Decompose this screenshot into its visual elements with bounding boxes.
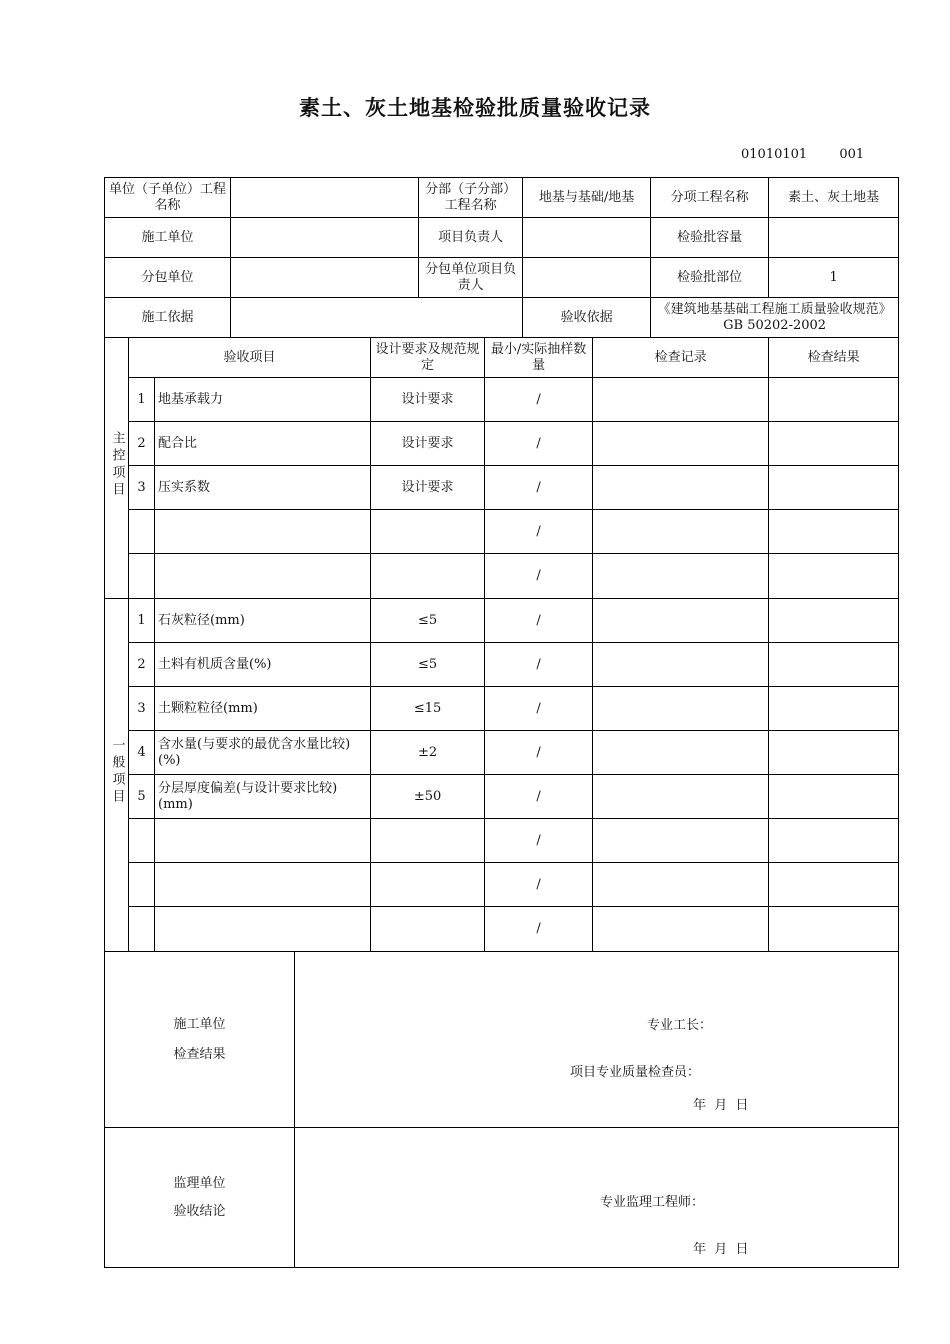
- column-record: 检查记录: [593, 338, 769, 378]
- table-row: [105, 687, 899, 731]
- row-item-name: 含水量(与要求的最优含水量比较)(%): [155, 731, 371, 775]
- batch-location-value[interactable]: 1: [769, 258, 899, 298]
- project-manager-value[interactable]: [523, 218, 651, 258]
- supervisor-check-label: [105, 1128, 295, 1268]
- table-row: [105, 731, 899, 775]
- column-result: 检查结果: [769, 338, 899, 378]
- row-result[interactable]: [769, 599, 899, 643]
- row-record[interactable]: [593, 554, 769, 599]
- batch-capacity-value[interactable]: [769, 218, 899, 258]
- row-sample[interactable]: /: [485, 863, 593, 907]
- header-row-contractor: [105, 218, 899, 258]
- row-record[interactable]: [593, 687, 769, 731]
- row-item-name: 分层厚度偏差(与设计要求比较)(mm): [155, 775, 371, 819]
- row-number: 1: [129, 599, 155, 643]
- batch-capacity-label: 检验批容量: [651, 218, 769, 258]
- row-requirement: [371, 863, 485, 907]
- supervisor-check-label-line2: 验收结论: [173, 1203, 226, 1219]
- row-number: [129, 907, 155, 952]
- sub-pm-value[interactable]: [523, 258, 651, 298]
- row-result[interactable]: [769, 554, 899, 599]
- row-record[interactable]: [593, 819, 769, 863]
- row-number: 5: [129, 775, 155, 819]
- row-sample[interactable]: /: [485, 687, 593, 731]
- supervising-engineer-label: 专业监理工程师：: [600, 1195, 705, 1210]
- row-record[interactable]: [593, 863, 769, 907]
- row-sample[interactable]: /: [485, 731, 593, 775]
- table-row: [105, 819, 899, 863]
- row-number: [129, 510, 155, 554]
- supervisor-date-label: 年 月 日: [693, 1242, 749, 1257]
- table-row: [105, 863, 899, 907]
- page-title: 素土、灰土地基检验批质量验收记录: [299, 96, 651, 120]
- row-sample[interactable]: /: [485, 819, 593, 863]
- subdivision-label: 分部（子分部）工程名称: [419, 178, 523, 218]
- row-item-name: 地基承载力: [155, 378, 371, 422]
- table-row: [105, 775, 899, 819]
- unit-value[interactable]: [231, 178, 419, 218]
- header-row-unit: [105, 178, 899, 218]
- header-row-subcontractor: [105, 258, 899, 298]
- contractor-date-label: 年 月 日: [693, 1098, 749, 1113]
- row-result[interactable]: [769, 731, 899, 775]
- row-requirement: ≤5: [371, 643, 485, 687]
- general-group-label: 一般项目: [105, 599, 129, 952]
- row-sample[interactable]: /: [485, 378, 593, 422]
- row-requirement: [371, 554, 485, 599]
- row-number: [129, 819, 155, 863]
- acceptance-form: [104, 177, 898, 1268]
- table-row: [105, 378, 899, 422]
- row-sample[interactable]: /: [485, 907, 593, 952]
- column-header-row: [105, 338, 899, 378]
- row-result[interactable]: [769, 510, 899, 554]
- contractor-label: 施工单位: [105, 218, 231, 258]
- code-number: 01010101: [741, 147, 808, 162]
- row-record[interactable]: [593, 378, 769, 422]
- contractor-check-row: [105, 952, 899, 1128]
- contractor-value[interactable]: [231, 218, 419, 258]
- row-record[interactable]: [593, 907, 769, 952]
- row-requirement: ±50: [371, 775, 485, 819]
- row-item-name: 配合比: [155, 422, 371, 466]
- table-row: [105, 422, 899, 466]
- row-requirement: [371, 510, 485, 554]
- row-result[interactable]: [769, 863, 899, 907]
- row-number: [129, 863, 155, 907]
- contractor-check-label-line2: 检查结果: [173, 1046, 226, 1062]
- acceptance-table: [104, 177, 899, 1268]
- row-number: 3: [129, 687, 155, 731]
- row-sample[interactable]: /: [485, 554, 593, 599]
- row-item-name: [155, 510, 371, 554]
- main-group-label: 主控项目: [105, 338, 129, 599]
- project-manager-label: 项目负责人: [419, 218, 523, 258]
- row-item-name: [155, 554, 371, 599]
- subcontractor-value[interactable]: [231, 258, 419, 298]
- row-item-name: [155, 863, 371, 907]
- row-result[interactable]: [769, 466, 899, 510]
- contractor-check-label: [105, 952, 295, 1128]
- column-sample: 最小/实际抽样数量: [485, 338, 593, 378]
- column-requirement: 设计要求及规范规定: [371, 338, 485, 378]
- row-result[interactable]: [769, 819, 899, 863]
- row-item-name: 土颗粒粒径(mm): [155, 687, 371, 731]
- row-sample[interactable]: /: [485, 643, 593, 687]
- acceptance-basis-label: 验收依据: [523, 298, 651, 338]
- row-number: 2: [129, 643, 155, 687]
- row-number: 2: [129, 422, 155, 466]
- row-number: 4: [129, 731, 155, 775]
- row-sample[interactable]: /: [485, 422, 593, 466]
- row-number: 3: [129, 466, 155, 510]
- subitem-value[interactable]: 素土、灰土地基: [769, 178, 899, 218]
- row-item-name: [155, 819, 371, 863]
- table-row: [105, 510, 899, 554]
- row-record[interactable]: [593, 731, 769, 775]
- table-row: [105, 907, 899, 952]
- subcontractor-label: 分包单位: [105, 258, 231, 298]
- row-requirement: 设计要求: [371, 422, 485, 466]
- row-item-name: 石灰粒径(mm): [155, 599, 371, 643]
- table-row: [105, 466, 899, 510]
- table-row: [105, 599, 899, 643]
- row-sample[interactable]: /: [485, 466, 593, 510]
- supervisor-check-row: [105, 1128, 899, 1268]
- row-sample[interactable]: /: [485, 775, 593, 819]
- row-item-name: 压实系数: [155, 466, 371, 510]
- row-requirement: 设计要求: [371, 466, 485, 510]
- row-item-name: 土料有机质含量(%): [155, 643, 371, 687]
- row-record[interactable]: [593, 643, 769, 687]
- row-result[interactable]: [769, 378, 899, 422]
- table-row: [105, 554, 899, 599]
- row-requirement: ≤15: [371, 687, 485, 731]
- quality-inspector-label: 项目专业质量检查员：: [570, 1065, 701, 1080]
- header-row-basis: [105, 298, 899, 338]
- row-result[interactable]: [769, 775, 899, 819]
- contractor-check-area[interactable]: [295, 952, 899, 1128]
- supervisor-check-label-line1: 监理单位: [173, 1175, 226, 1191]
- foreman-label: 专业工长：: [647, 1018, 713, 1033]
- row-sample[interactable]: /: [485, 599, 593, 643]
- row-sample[interactable]: /: [485, 510, 593, 554]
- row-requirement: ≤5: [371, 599, 485, 643]
- code-sequence: 001: [839, 147, 865, 162]
- subitem-label: 分项工程名称: [651, 178, 769, 218]
- row-result[interactable]: [769, 422, 899, 466]
- construction-basis-value[interactable]: [231, 298, 523, 338]
- row-record[interactable]: [593, 422, 769, 466]
- row-record[interactable]: [593, 775, 769, 819]
- row-result[interactable]: [769, 907, 899, 952]
- supervisor-check-area[interactable]: [295, 1128, 899, 1268]
- sub-pm-label: 分包单位项目负责人: [419, 258, 523, 298]
- row-item-name: [155, 907, 371, 952]
- table-row: [105, 643, 899, 687]
- acceptance-basis-value[interactable]: 《建筑地基基础工程施工质量验收规范》GB 50202-2002: [651, 298, 899, 338]
- row-requirement: [371, 907, 485, 952]
- row-record[interactable]: [593, 510, 769, 554]
- row-number: [129, 554, 155, 599]
- record-code: [741, 147, 864, 162]
- contractor-check-label-line1: 施工单位: [173, 1016, 226, 1032]
- unit-label: 单位（子单位）工程名称: [105, 178, 231, 218]
- row-requirement: 设计要求: [371, 378, 485, 422]
- column-item: 验收项目: [129, 338, 371, 378]
- batch-location-label: 检验批部位: [651, 258, 769, 298]
- construction-basis-label: 施工依据: [105, 298, 231, 338]
- row-requirement: ±2: [371, 731, 485, 775]
- subdivision-value[interactable]: 地基与基础/地基: [523, 178, 651, 218]
- row-number: 1: [129, 378, 155, 422]
- row-requirement: [371, 819, 485, 863]
- row-record[interactable]: [593, 599, 769, 643]
- row-result[interactable]: [769, 643, 899, 687]
- row-result[interactable]: [769, 687, 899, 731]
- row-record[interactable]: [593, 466, 769, 510]
